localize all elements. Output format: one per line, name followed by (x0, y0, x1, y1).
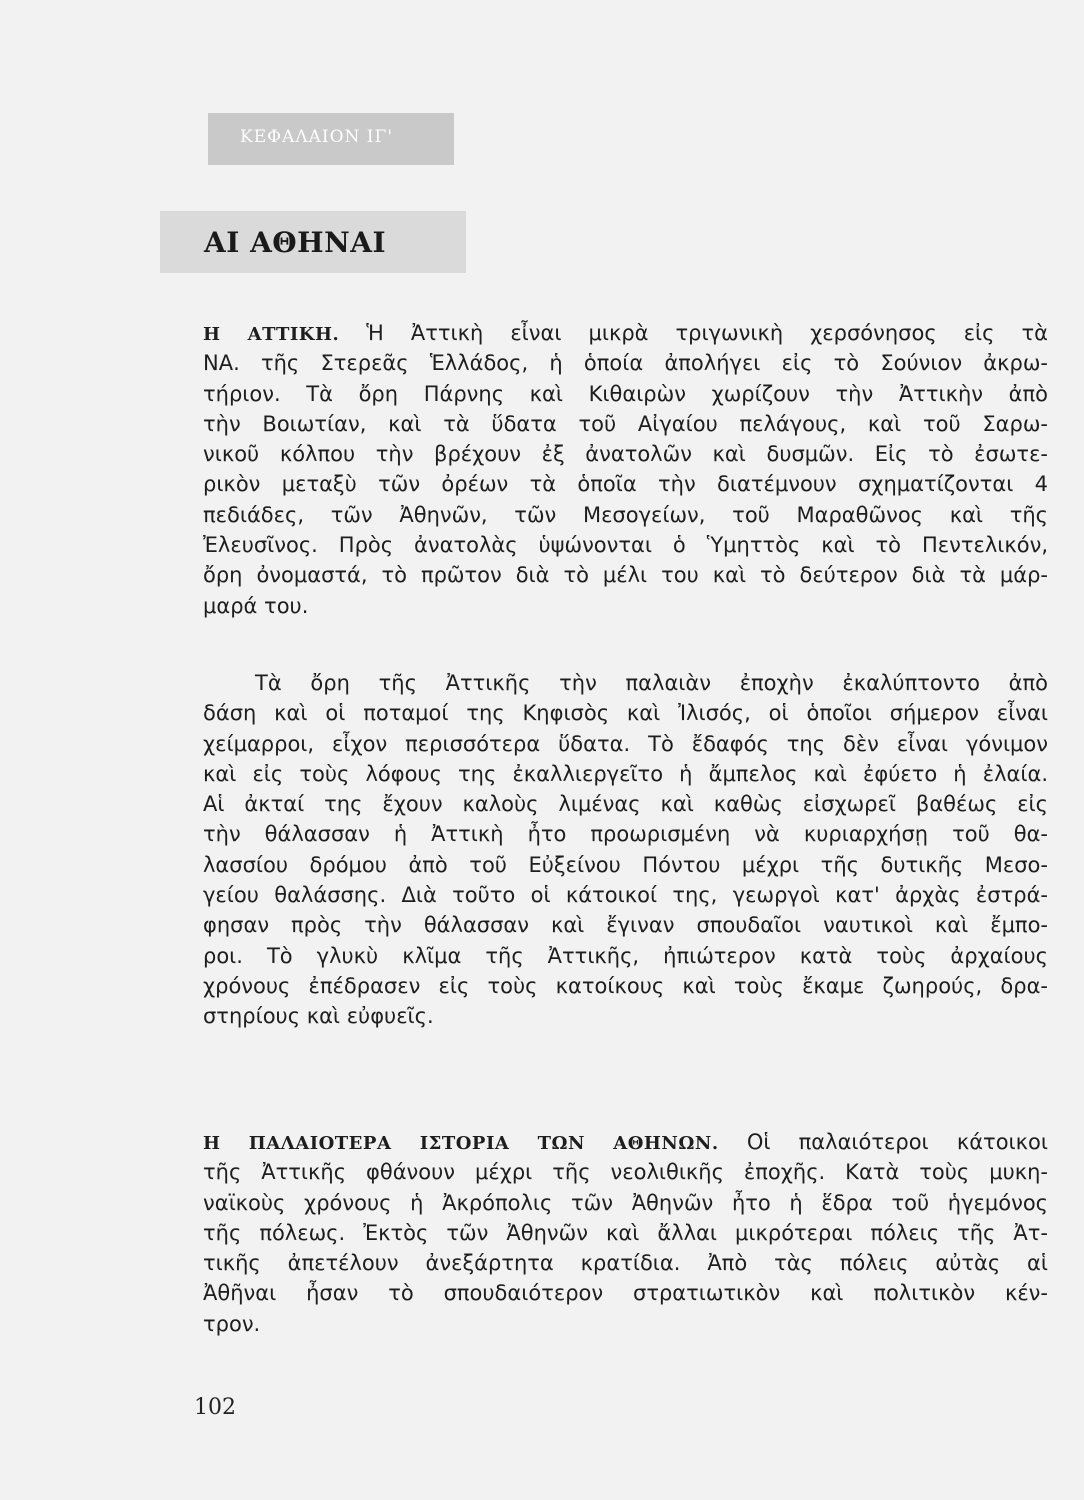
text-line: ΝΑ. τῆς Στερεᾶς Ἑλλάδος, ἡ ὁποία ἀπολήγει εἰς τὸ Σούνιον ἀκρω- (203, 351, 1048, 376)
text-line: Τὰ ὄρη τῆς Ἀττικῆς τὴν παλαιὰν ἐποχὴν ἐκαλύπτοντο ἀπὸ (255, 671, 1048, 695)
text-line: Αἱ ἀκταί της ἔχουν καλοὺς λιμένας καὶ καθὼς εἰσχωρεῖ βαθέως εἰς (203, 792, 1048, 817)
text-line: τρον. (203, 1311, 261, 1336)
text-line: ροι. Τὸ γλυκὺ κλῖμα τῆς Ἀττικῆς, ἠπιώτερον κατὰ τοὺς ἀρχαίους (203, 943, 1048, 968)
text-line: χρόνους ἐπέδρασεν εἰς τοὺς κατοίκους καὶ τοὺς ἔκαμε ζωηρούς, δρα- (203, 973, 1048, 998)
text-line: λασσίου δρόμου ἀπὸ τοῦ Εὐξείνου Πόντου μέχρι τῆς δυτικῆς Μεσο- (203, 852, 1048, 877)
paragraph-attica (203, 318, 1048, 621)
section-heading-history: Η ΠΑΛΑΙΟΤΕΡΑ ΙΣΤΟΡΙΑ ΤΩΝ ΑΘΗΝΩΝ. (203, 1133, 719, 1154)
paragraph-history (203, 1127, 1048, 1339)
text-line: ὄρη ὀνομαστά, τὸ πρῶτον διὰ τὸ μέλι του καὶ τὸ δεύτερον διὰ τὰ μάρ- (203, 563, 1048, 588)
text-line: μαρά του. (203, 593, 309, 618)
text-line: ναϊκοὺς χρόνους ἡ Ἀκρόπολις τῶν Ἀθηνῶν ἦτο ἡ ἕδρα τοῦ ἡγεμόνος (203, 1190, 1048, 1215)
text-line: Η ΑΤΤΙΚΗ. Ἡ Ἀττικὴ εἶναι μικρὰ τριγωνικὴ χερσόνησος εἰς τὰ (203, 321, 1048, 345)
text-line: Ἐλευσῖνος. Πρὸς ἀνατολὰς ὑψώνονται ὁ Ὑμηττὸς καὶ τὸ Πεντελικόν, (203, 533, 1048, 558)
text-line: φησαν πρὸς τὴν θάλασσαν καὶ ἔγιναν σπουδαῖοι ναυτικοὶ καὶ ἔμπο- (203, 913, 1048, 938)
text-line: δάση καὶ οἱ ποταμοί της Κηφισὸς καὶ Ἰλισός, οἱ ὁποῖοι σήμερον εἶναι (203, 701, 1048, 726)
page-title: ΑΙ ΑΘΗΝΑΙ (204, 226, 387, 259)
chapter-label: ΚΕΦΑΛΑΙΟΝ ΙΓ' (240, 127, 393, 147)
text-line: τήριον. Τὰ ὄρη Πάρνης καὶ Κιθαιρὼν χωρίζουν τὴν Ἀττικὴν ἀπὸ (203, 381, 1048, 406)
text-line: τικῆς ἀπετέλουν ἀνεξάρτητα κρατίδια. Ἀπὸ τὰς πόλεις αὐτὰς αἱ (203, 1251, 1048, 1276)
page-number: 102 (194, 1395, 236, 1420)
text-line: καὶ εἰς τοὺς λόφους της ἐκαλλιεργεῖτο ἡ ἄμπελος καὶ ἐφύετο ἡ ἐλαία. (203, 761, 1048, 786)
text-line: τὴν Βοιωτίαν, καὶ τὰ ὕδατα τοῦ Αἰγαίου πελάγους, καὶ τοῦ Σαρω- (203, 411, 1048, 436)
text-line: πεδιάδες, τῶν Ἀθηνῶν, τῶν Μεσογείων, τοῦ Μαραθῶνος καὶ τῆς (203, 502, 1048, 527)
text-line: Η ΠΑΛΑΙΟΤΕΡΑ ΙΣΤΟΡΙΑ ΤΩΝ ΑΘΗΝΩΝ. Οἱ παλαιότεροι κάτοικοι (203, 1130, 1048, 1154)
text-line: τῆς Ἀττικῆς φθάνουν μέχρι τῆς νεολιθικῆς ἐποχῆς. Κατὰ τοὺς μυκη- (203, 1160, 1048, 1185)
text-line: χείμαρροι, εἶχον περισσότερα ὕδατα. Τὸ ἔδαφός της δὲν εἶναι γόνιμον (203, 731, 1048, 756)
text-line: νικοῦ κόλπου τὴν βρέχουν ἐξ ἀνατολῶν καὶ δυσμῶν. Εἰς τὸ ἐσωτε- (203, 442, 1048, 467)
section-heading-attica: Η ΑΤΤΙΚΗ. (203, 324, 340, 345)
text-line: ρικὸν μεταξὺ τῶν ὀρέων τὰ ὁποῖα τὴν διατέμνουν σχηματίζονται 4 (203, 472, 1048, 497)
text-line: στηρίους καὶ εὐφυεῖς. (203, 1004, 434, 1029)
text-line: γείου θαλάσσης. Διὰ τοῦτο οἱ κάτοικοί της, γεωργοὶ κατ' ἀρχὰς ἐστρά- (203, 883, 1048, 908)
text-line: τὴν θάλασσαν ἡ Ἀττικὴ ἦτο προωρισμένη νὰ κυριαρχήσῃ τοῦ θα- (203, 822, 1048, 847)
text-line: τῆς πόλεως. Ἐκτὸς τῶν Ἀθηνῶν καὶ ἄλλαι μικρότεραι πόλεις τῆς Ἀτ- (203, 1220, 1048, 1245)
paragraph-landscape (203, 668, 1048, 1032)
text-line: Ἀθῆναι ἦσαν τὸ σπουδαιότερον στρατιωτικὸν καὶ πολιτικὸν κέν- (203, 1281, 1048, 1306)
